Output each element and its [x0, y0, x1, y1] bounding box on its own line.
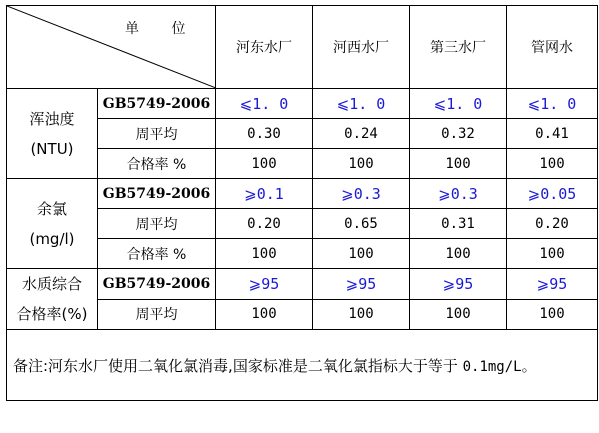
indicator-unit: 合格率(%): [16, 305, 88, 323]
value-cell: 100: [410, 239, 507, 269]
value-cell: 100: [507, 239, 598, 269]
plant-header: 河东水厂: [216, 6, 313, 89]
indicator-name: 余氯: [36, 199, 67, 218]
standard-value: ⩾0.05: [507, 179, 598, 209]
indicator-name: 浑浊度: [29, 109, 75, 128]
indicator-turbidity: [7, 89, 98, 179]
indicator-unit: (NTU): [30, 139, 74, 158]
plant-header: 管网水: [507, 6, 598, 89]
header-corner-cell: [7, 6, 216, 89]
value-cell: 100: [507, 149, 598, 179]
value-cell: 0.41: [507, 119, 598, 149]
remark-note: [7, 330, 598, 401]
row-label: GB5749-2006: [98, 89, 216, 119]
remark-text: 备注:河东水厂使用二氧化氯消毒,国家标准是二氧化氯指标大于等于: [13, 356, 463, 375]
indicator-name: 水质综合: [21, 275, 82, 293]
value-cell: 0.30: [216, 119, 313, 149]
value-cell: 0.65: [313, 209, 410, 239]
value-cell: 0.20: [507, 209, 598, 239]
remark-value: 0.1mg/L: [462, 358, 522, 375]
standard-value: ⩾0.1: [216, 179, 313, 209]
standard-value: ⩽1. 0: [507, 89, 598, 119]
value-cell: 100: [216, 299, 313, 330]
value-cell: 0.24: [313, 119, 410, 149]
remark-end: 。: [521, 356, 537, 375]
row-label: 合格率 %: [98, 239, 216, 269]
value-cell: 0.32: [410, 119, 507, 149]
value-cell: 100: [410, 299, 507, 330]
indicator-unit: (mg/l): [29, 229, 75, 248]
water-quality-table: [6, 5, 598, 401]
standard-value: ⩾0.3: [313, 179, 410, 209]
standard-value: ⩾95: [216, 269, 313, 300]
standard-value: ⩽1. 0: [313, 89, 410, 119]
value-cell: 100: [507, 299, 598, 330]
row-label: GB5749-2006: [98, 179, 216, 209]
value-cell: 100: [216, 149, 313, 179]
row-label: 周平均: [98, 209, 216, 239]
value-cell: 0.31: [410, 209, 507, 239]
value-cell: 100: [216, 239, 313, 269]
plant-header: 第三水厂: [410, 6, 507, 89]
plant-header: 河西水厂: [313, 6, 410, 89]
row-label: GB5749-2006: [98, 269, 216, 300]
standard-value: ⩾95: [507, 269, 598, 300]
unit-label: 单 位: [125, 21, 200, 37]
standard-value: ⩾95: [410, 269, 507, 300]
value-cell: 100: [313, 149, 410, 179]
row-label: 周平均: [98, 299, 216, 330]
row-label: 周平均: [98, 119, 216, 149]
value-cell: 0.20: [216, 209, 313, 239]
standard-value: ⩾95: [313, 269, 410, 300]
standard-value: ⩽1. 0: [216, 89, 313, 119]
value-cell: 100: [313, 239, 410, 269]
indicator-residual-chlorine: [7, 179, 98, 269]
value-cell: 100: [313, 299, 410, 330]
row-label: 合格率 %: [98, 149, 216, 179]
value-cell: 100: [410, 149, 507, 179]
standard-value: ⩽1. 0: [410, 89, 507, 119]
standard-value: ⩾0.3: [410, 179, 507, 209]
indicator-overall-pass-rate: [7, 269, 98, 330]
